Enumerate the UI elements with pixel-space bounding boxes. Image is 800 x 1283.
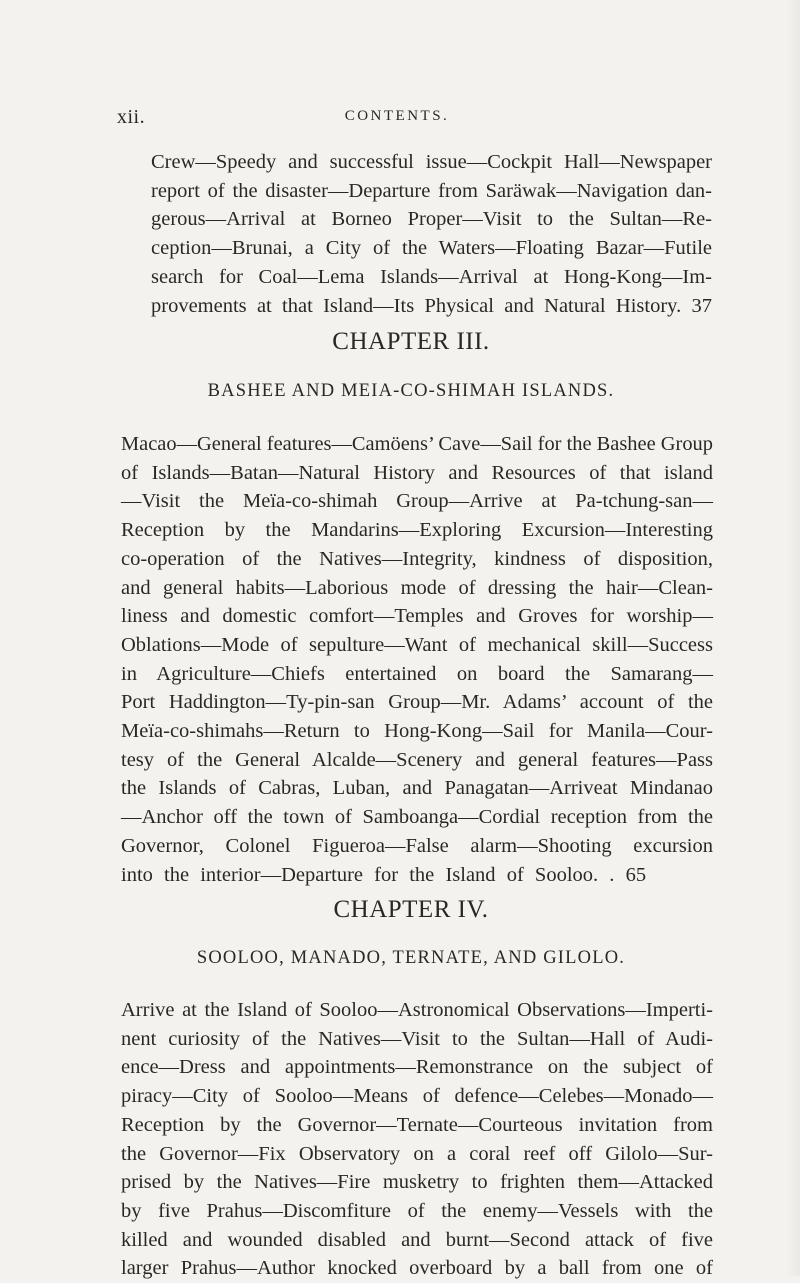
summary-line: Reception by the Mandarins—Exploring Excursion—Interesting [121,519,713,542]
summary-line: Reception by the Governor—Ternate—Courteous invitation from [121,1113,713,1136]
summary-line: report of the disaster—Departure from Saräwak—Navigation dan- [151,179,712,202]
summary-line: co-operation of the Natives—Integrity, kindness of disposition, [121,547,713,570]
summary-line: nent curiosity of the Natives—Visit to the Sultan—Hall of Audi- [121,1027,713,1050]
chapter-3-title: CHAPTER III. [332,328,490,355]
summary-line: gerous—Arrival at Borneo Proper—Visit to the Sultan—Re- [151,208,712,231]
summary-line: larger Prahus—Author knocked overboard by a ball from one of [121,1257,713,1280]
summary-line: the Islands of Cabras, Luban, and Panagatan—Arriveat Mindanao [121,777,713,800]
page-edge-shadow [786,0,800,1276]
summary-line: prised by the Natives—Fire musketry to frighten them—Attacked [121,1171,713,1194]
summary-line: killed and wounded disabled and burnt—Second attack of five [121,1228,713,1251]
summary-line: of Islands—Batan—Natural History and Resources of that island [121,461,713,484]
summary-line: by five Prahus—Discomfiture of the enemy—Vessels with the [121,1199,713,1222]
summary-line: Crew—Speedy and successful issue—Cockpit Hall—Newspaper [151,151,712,173]
summary-line: Port Haddington—Ty-pin-san Group—Mr. Adams’ account of the [121,691,713,714]
summary-line: into the interior—Departure for the Island of Sooloo. . 65 [121,863,647,886]
summary-line: search for Coal—Lema Islands—Arrival at Hong-Kong—Im- [151,265,712,288]
summary-line: piracy—City of Sooloo—Means of defence—Celebes—Monado— [121,1085,713,1108]
running-head [117,106,717,136]
chapter-4-subtitle: SOOLOO, MANADO, TERNATE, AND GILOLO. [196,948,626,968]
chapter-3-subtitle: BASHEE AND MEIA-CO-SHIMAH ISLANDS. [207,381,615,401]
summary-line: Arrive at the Island of Sooloo—Astronomical Observations—Imperti- [121,999,713,1021]
summary-line: liness and domestic comfort—Temples and Groves for worship— [121,605,713,628]
summary-line: —Anchor off the town of Samboanga—Cordial reception from the [121,806,713,829]
summary-line: in Agriculture—Chiefs entertained on board the Samarang— [121,662,713,685]
chapter-3-summary [121,430,713,889]
summary-line: and general habits—Laborious mode of dressing the hair—Clean- [121,576,713,599]
summary-line: the Governor—Fix Observatory on a coral reef off Gilolo—Sur- [121,1142,713,1165]
summary-line: Meïa-co-shimahs—Return to Hong-Kong—Sail for Manila—Cour- [121,720,713,743]
summary-line: Governor, Colonel Figueroa—False alarm—Shooting excursion [121,834,713,857]
summary-line: ception—Brunai, a City of the Waters—Floating Bazar—Futile [151,237,712,260]
chapter-4-title: CHAPTER IV. [333,896,489,923]
summary-line: —Visit the Meïa-co-shimah Group—Arrive at Pa-tchung-san— [121,490,713,513]
summary-line: ence—Dress and appointments—Remonstrance on the subject of [121,1056,713,1079]
chapter-4-summary [121,996,713,1283]
summary-line: provements at that Island—Its Physical and Natural History. 37 [151,294,712,317]
summary-line: Macao—General features—Camöens’ Cave—Sail for the Bashee Group [121,433,713,455]
summary-line: Oblations—Mode of sepulture—Want of mechanical skill—Success [121,633,713,656]
summary-line: tesy of the General Alcalde—Scenery and general features—Pass [121,748,713,771]
previous-chapter-summary [151,148,712,320]
running-title: CONTENTS. [344,108,450,124]
page-number: xii. [117,106,146,128]
